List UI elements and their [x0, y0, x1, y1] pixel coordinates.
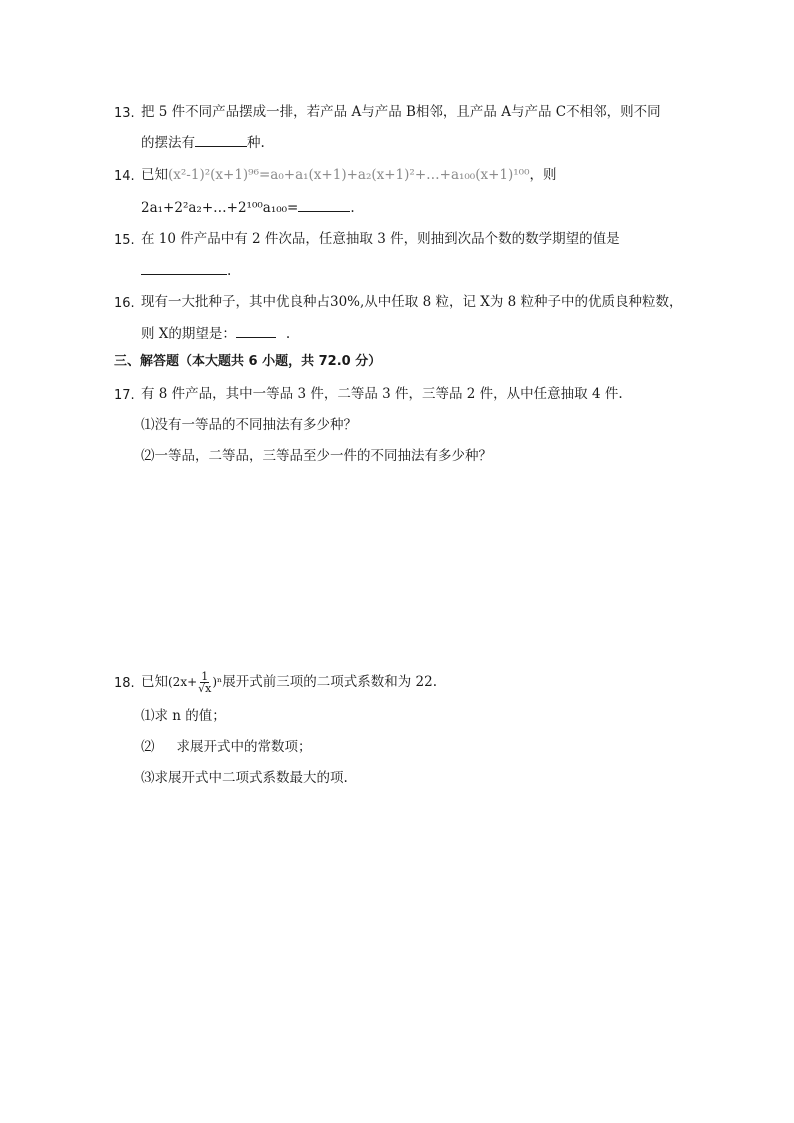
question-18-frac-numerator: 1	[201, 670, 209, 683]
question-18-frac-denominator: √x	[198, 682, 212, 695]
question-16-answer-blank	[236, 323, 276, 338]
question-13-text-line1: 把 5 件不同产品摆成一排，若产品 A与产品 B相邻，且产品 A与产品 C不相邻，则不同	[141, 104, 661, 120]
question-18-part3: ⑶求展开式中二项式系数最大的项.	[141, 770, 348, 786]
question-18-part2-text: 求展开式中的常数项；	[176, 739, 312, 755]
question-18-suffix: 展开式前三项的二项式系数和为 22.	[222, 674, 437, 690]
section-3-heading: 三、解答题（本大题共 6 小题，共 72.0 分）	[114, 354, 382, 369]
question-18-prefix: 已知	[141, 674, 168, 690]
question-14-expression-2: 2a₁+2²a₂+…+2¹⁰⁰a₁₀₀=	[141, 200, 299, 216]
question-15-text-line2	[141, 260, 231, 281]
question-16-end: .	[285, 326, 291, 342]
question-18-part2	[141, 737, 312, 757]
question-16-text-line2	[141, 323, 290, 344]
question-17-stem: 有 8 件产品，其中一等品 3 件，二等品 3 件，三等品 2 件，从中任意抽取 4 件.	[141, 386, 623, 402]
question-14-answer-blank	[298, 197, 350, 212]
question-18-stem	[141, 662, 437, 702]
question-18-part1: ⑴求 n 的值；	[141, 708, 226, 724]
question-16-text-line1: 现有一大批种子，其中优良种占30%,从中任取 8 粒，记 X为 8 粒种子中的优质良种粒数，	[141, 294, 683, 310]
question-18-expr-close: )ⁿ	[212, 675, 223, 689]
question-15-text-line1: 在 10 件产品中有 2 件次品，任意抽取 3 件，则抽到次品个数的数学期望的值是	[141, 231, 620, 247]
question-13-line2-suffix: 种.	[247, 135, 265, 151]
question-14-prefix: 已知	[141, 167, 168, 183]
question-14-suffix: ，则	[529, 167, 557, 183]
question-14-text-line2	[141, 197, 355, 218]
question-15-answer-blank	[141, 260, 227, 275]
question-13-text-line2	[141, 132, 265, 153]
question-17-part2: ⑵一等品，二等品，三等品至少一件的不同抽法有多少种？	[141, 448, 492, 464]
question-13-answer-blank	[195, 132, 247, 147]
question-18-number: 18.	[114, 676, 135, 691]
question-13-number: 13.	[114, 106, 135, 121]
question-14-text-line1	[141, 165, 557, 185]
question-17-part1: ⑴没有一等品的不同抽法有多少种？	[141, 417, 357, 433]
question-16-number: 16.	[114, 296, 135, 311]
question-18-fraction	[198, 671, 211, 694]
question-14-number: 14.	[114, 169, 135, 184]
question-18-expr-open: (2x+	[168, 675, 198, 689]
question-16-line2-prefix: 则 X的期望是：	[141, 326, 236, 342]
question-15-number: 15.	[114, 233, 135, 248]
question-14-end: .	[350, 200, 355, 216]
question-13-line2-prefix: 的摆法有	[141, 135, 195, 151]
question-18-part2-label: ⑵	[141, 739, 155, 755]
question-17-number: 17.	[114, 388, 135, 403]
question-15-end: .	[227, 263, 232, 279]
question-14-expression: (x²-1)²(x+1)⁹⁶=a₀+a₁(x+1)+a₂(x+1)²+…+a₁₀₀(x+1)¹⁰⁰	[168, 167, 530, 183]
